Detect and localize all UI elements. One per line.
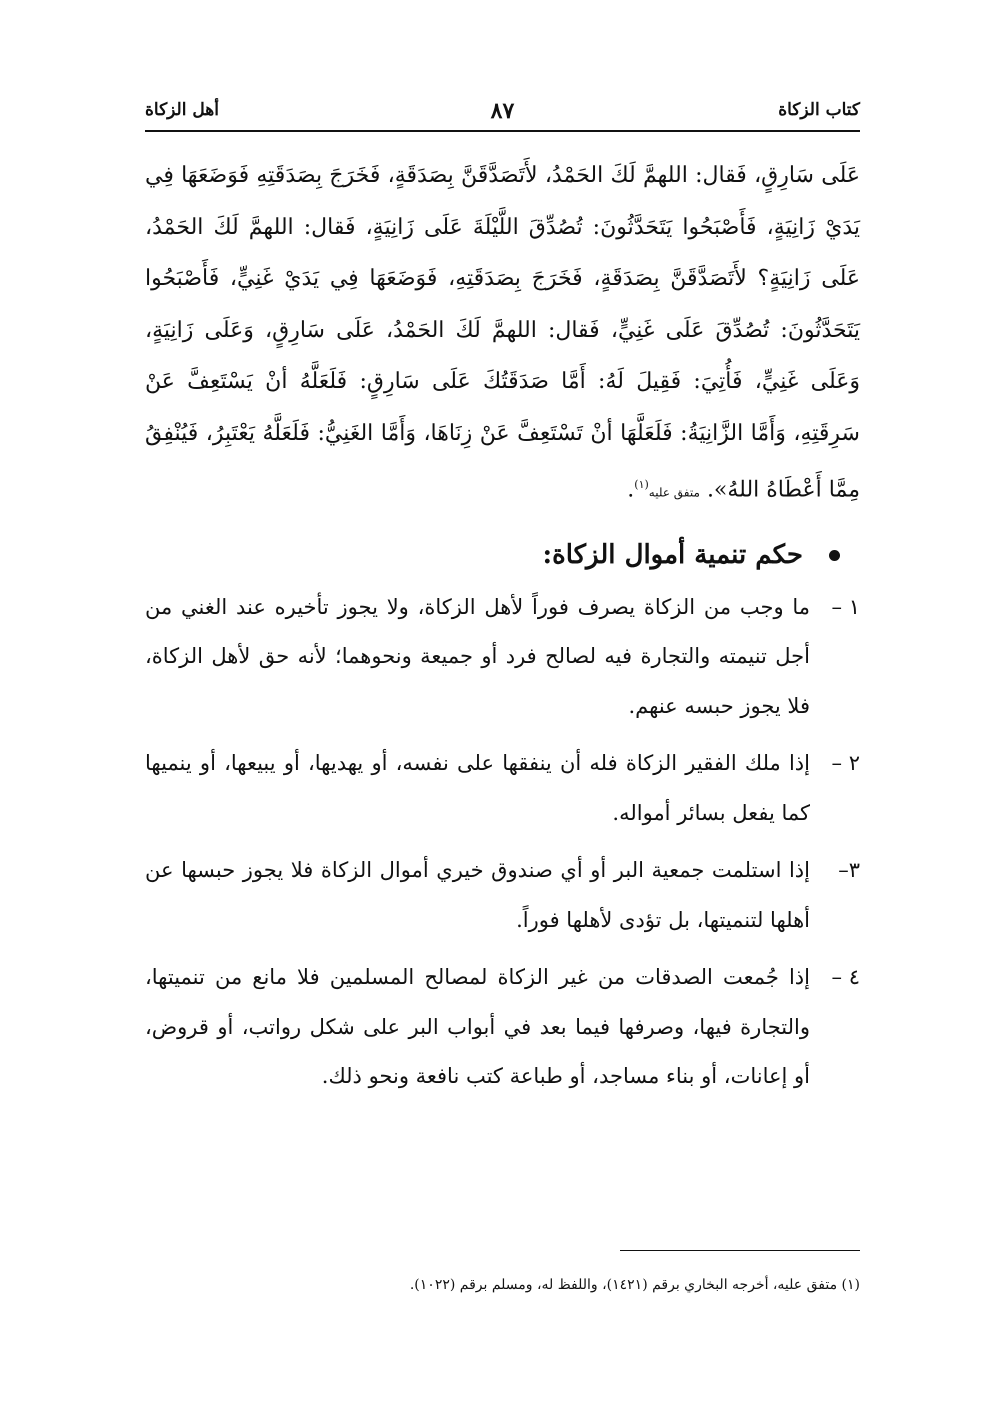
section-heading-text: حكم تنمية أموال الزكاة: (542, 539, 803, 570)
hadith-paragraph (145, 150, 860, 519)
ruling-text: إذا جُمعت الصدقات من غير الزكاة لمصالح المسلمين فلا مانع من تنميتها، والتجارة فيها، وصرفها فيما بعد في أبواب البر على شكل رواتب، أو قروض، أو إعانات، أو بناء مساجد، أو طباعة كتب نافعة ونحو ذلك. (145, 965, 810, 1089)
ruling-number: ١ – (831, 594, 860, 619)
bullet-icon (829, 550, 840, 561)
running-chapter-title: أهل الزكاة (145, 100, 219, 120)
page-number: ٨٧ (490, 98, 515, 124)
rulings-list (145, 583, 860, 1102)
page-header (145, 98, 860, 128)
ruling-number: ٣– (838, 858, 860, 883)
ruling-number: ٢ – (831, 751, 860, 776)
ruling-number: ٤ – (831, 965, 860, 990)
header-divider (145, 130, 860, 132)
ruling-text: إذا استلمت جمعية البر أو أي صندوق خيري أموال الزكاة فلا يجوز حبسها عن أهلها لتنميتها، بل تؤدى لأهلها فوراً. (145, 858, 810, 932)
ruling-text: إذا ملك الفقير الزكاة فله أن ينفقها على نفسه، أو يهديها، أو يبيعها، أو ينميها كما يفعل بسائر أمواله. (145, 751, 810, 825)
footnote-marker[interactable]: (١) (634, 478, 649, 491)
ruling-item (145, 739, 860, 838)
main-content (145, 150, 860, 1110)
ruling-text: ما وجب من الزكاة يصرف فوراً لأهل الزكاة، ولا يجوز تأخيره عند الغني من أجل تنيمته والتجارة فيه لصالح فرد أو جميعة ونحوهما؛ لأنه حق لأهل الزكاة، فلا يجوز حبسه عنهم. (145, 594, 810, 718)
section-heading (145, 533, 860, 577)
footnote: (١) متفق عليه، أخرجه البخاري برقم (١٤٢١)، واللفظ له، ومسلم برقم (١٠٢٢). (409, 1277, 860, 1293)
hadith-text: عَلَى سَارِقٍ، فَقال: اللهمَّ لَكَ الحَمْدُ، لأَتَصَدَّقَنَّ بِصَدَقَةٍ، فَخَرَجَ بِصَدَقَتِهِ فَوَضَعَهَا فِي يَدَيْ زَانِيَةٍ، فَأَصْبَحُوا يَتَحَدَّثُونَ: تُصُدِّقَ اللَّيْلَةَ عَلَى زَانِيَةٍ، فَقال: اللهمَّ لَكَ الحَمْدُ، عَلَى زَانِيَةٍ؟ لأَتَصَدَّقَنَّ بِصَدَقَةٍ، فَخَرَجَ بِصَدَقَتِهِ، فَوَضَعَهَا فِي يَدَيْ غَنِيٍّ، فَأَصْبَحُوا يَتَحَدَّثُونَ: تُصُدِّقَ عَلَى غَنِيٍّ، فَقال: اللهمَّ لَكَ الحَمْدُ، عَلَى سَارِقٍ، وَعَلَى زَانِيَةٍ، وَعَلَى غَنِيٍّ، فَأُتِيَ: فَقِيلَ لَهُ: أَمَّا صَدَقَتُكَ عَلَى سَارِقٍ: فَلَعَلَّهُ أنْ يَسْتَعِفَّ عَنْ سَرِقَتِهِ، وَأَمَّا الزَّانِيَةُ: فَلَعَلَّهَا أنْ تَسْتَعِفَّ عَنْ زِنَاهَا، وَأَمَّا الغَنِيُّ: فَلَعَلَّهُ يَعْتَبِرُ، فَيُنْفِقُ مِمَّا أَعْطَاهُ اللهُ». (145, 163, 860, 503)
running-book-title: كتاب الزكاة (778, 100, 860, 120)
ruling-item (145, 583, 860, 732)
hadith-end-mark: . (627, 477, 635, 503)
hadith-reference: متفق عليه (648, 485, 700, 500)
ruling-item (145, 953, 860, 1102)
ruling-item (145, 846, 860, 945)
footnote-divider (620, 1250, 860, 1251)
